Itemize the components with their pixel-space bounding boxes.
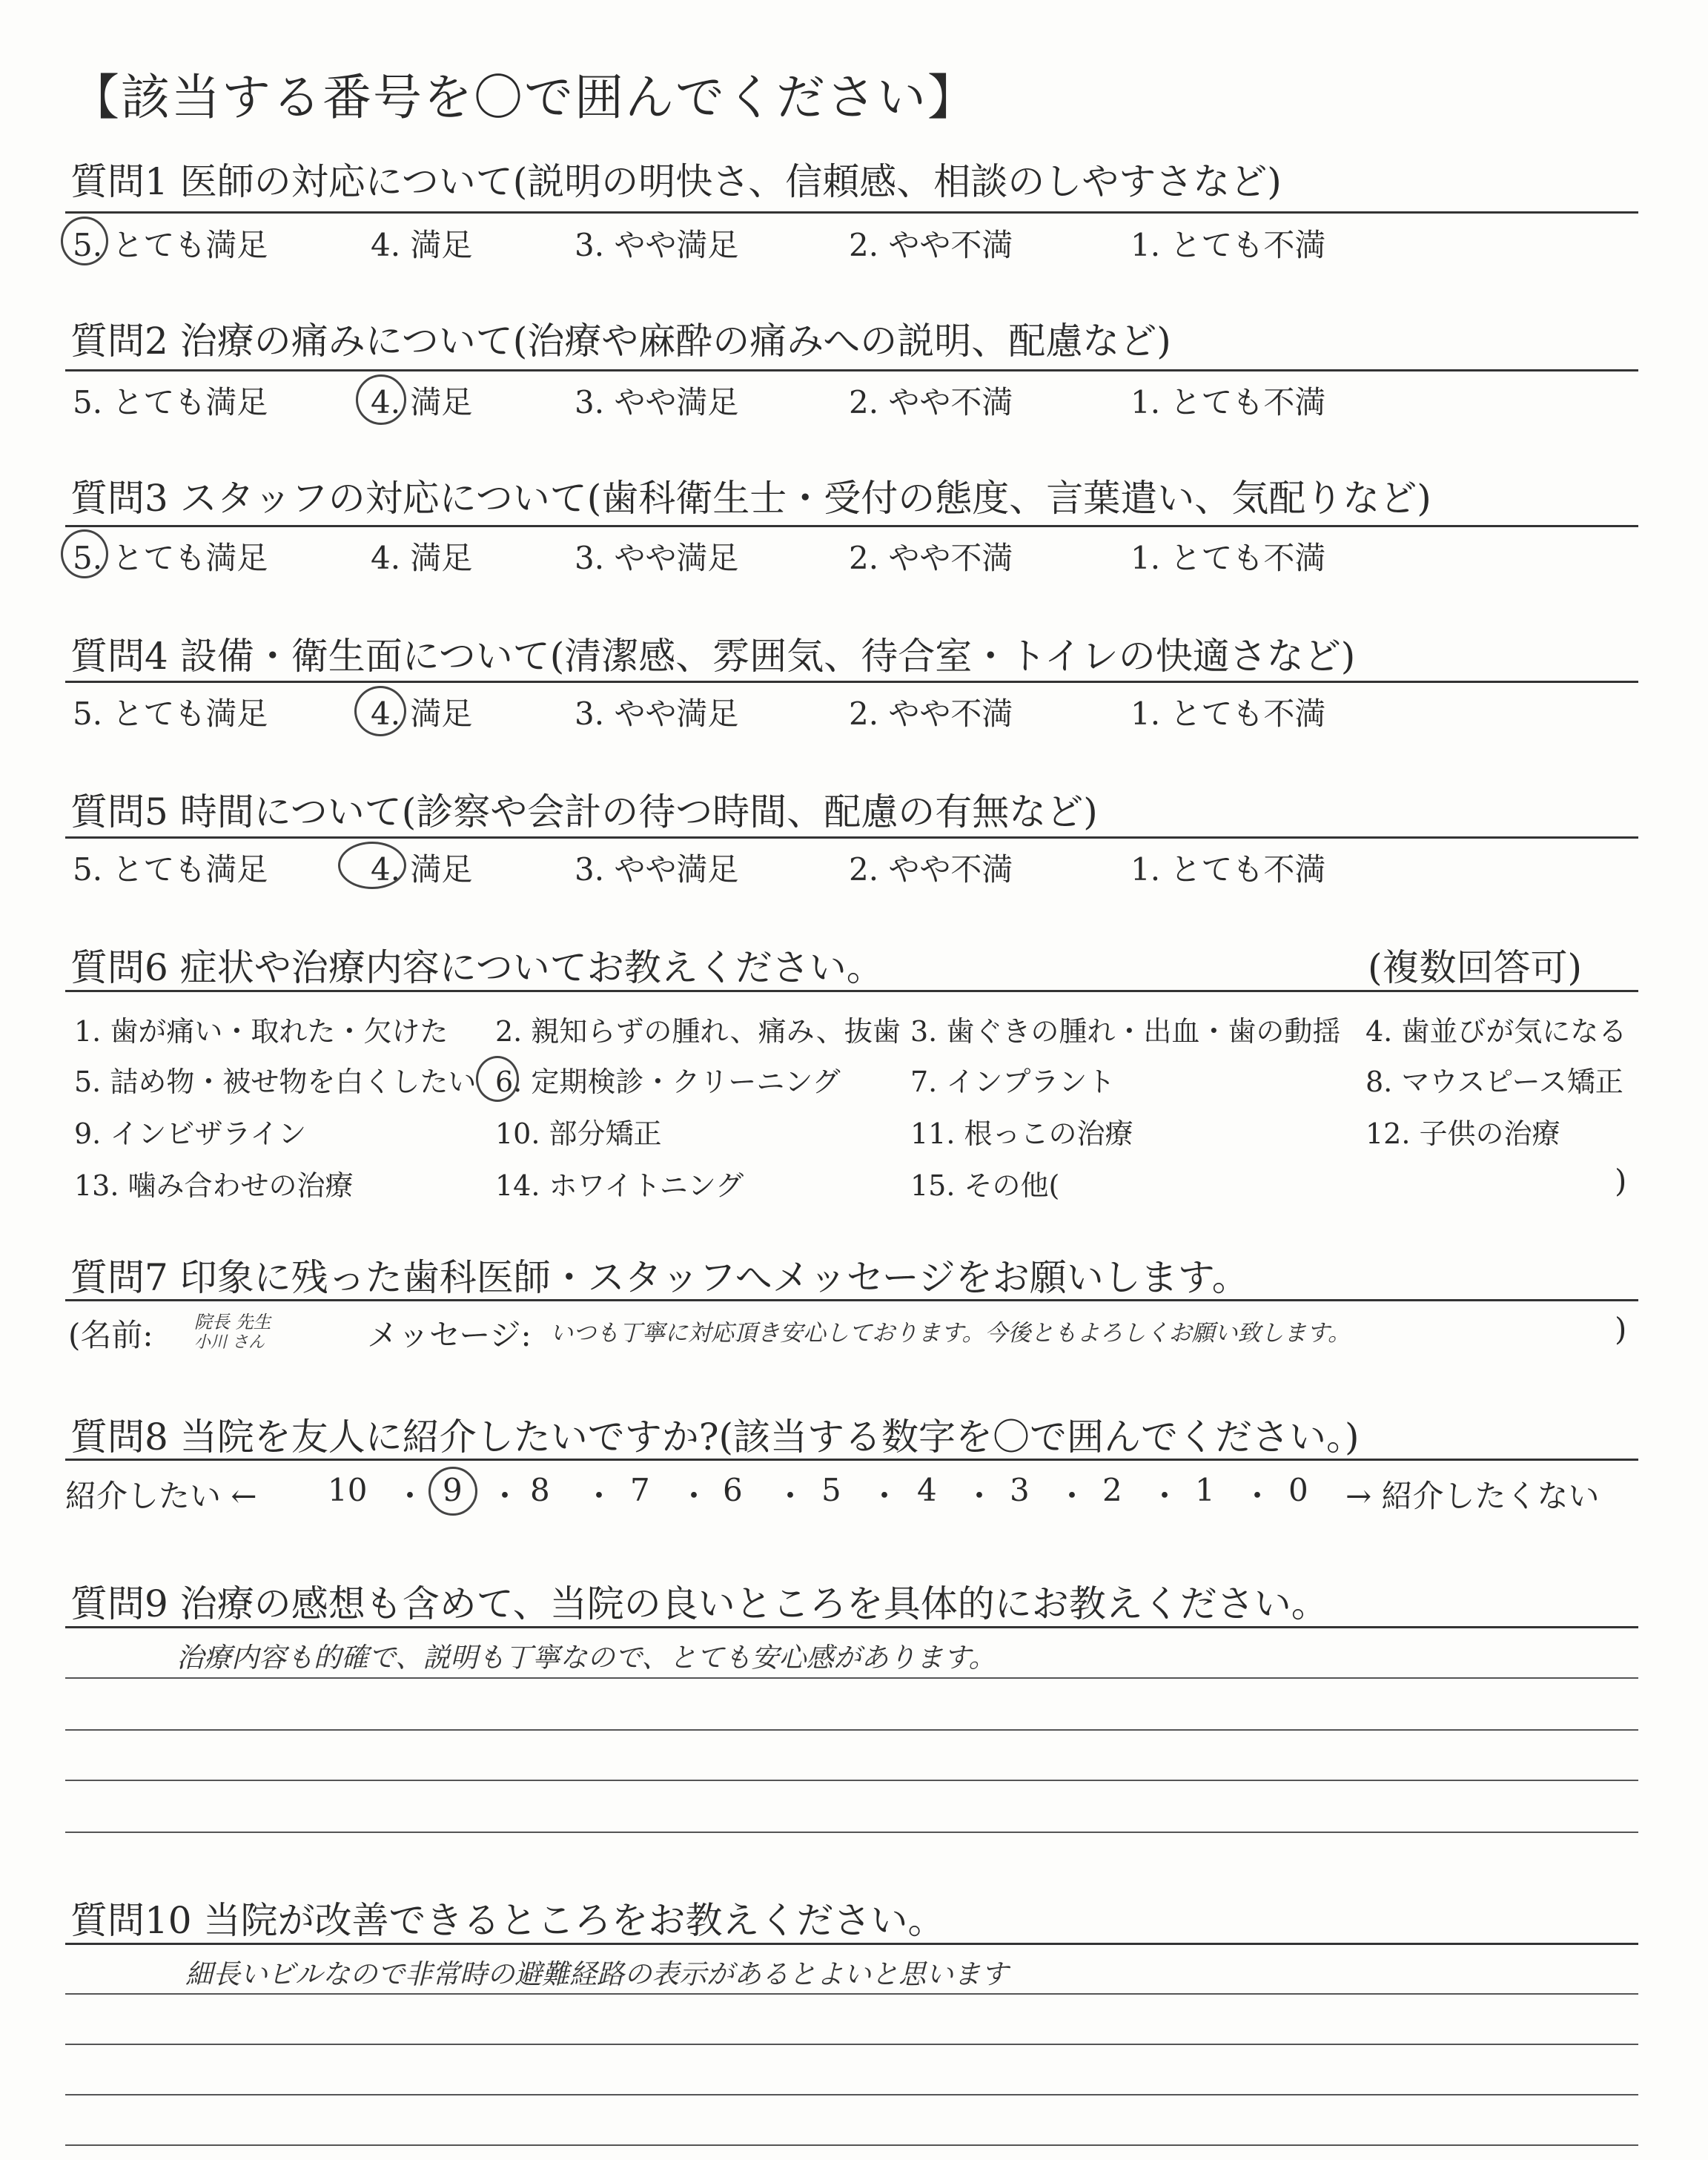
q8-scale-1[interactable]: 1: [1195, 1472, 1215, 1508]
q10-answer-line: [65, 2094, 1638, 2095]
q8-scale-6[interactable]: 6: [723, 1472, 743, 1508]
q1-option-1[interactable]: 1. とても不満: [1131, 227, 1326, 263]
q5-option-2[interactable]: 2. やや不満: [849, 851, 1013, 888]
q9-answer-line: [65, 1832, 1638, 1833]
q10-answer[interactable]: 細長いビルなので非常時の避難経路の表示があるとよいと思います: [185, 1958, 1008, 1990]
q5-label: 質問5 時間について(診察や会計の待つ時間、配慮の有無など): [70, 790, 1098, 833]
q1-rule: [65, 211, 1638, 214]
q2-option-4[interactable]: 4. 満足: [371, 384, 473, 420]
q8-dot: ・: [869, 1478, 901, 1514]
q5-rule: [65, 836, 1638, 839]
q3-label: 質問3 スタッフの対応について(歯科衛生士・受付の態度、言葉遣い、気配りなど): [70, 477, 1431, 520]
q2-option-3[interactable]: 3. やや満足: [575, 384, 739, 420]
q8-scale-8[interactable]: 8: [530, 1472, 550, 1508]
q6-option-1[interactable]: 1. 歯が痛い・取れた・欠けた: [74, 1015, 448, 1048]
q3-option-3[interactable]: 3. やや満足: [575, 540, 739, 576]
q3-option-2[interactable]: 2. やや不満: [849, 540, 1013, 576]
q1-selection-circle: [61, 217, 108, 265]
q8-dot: ・: [775, 1478, 807, 1514]
q6-option-11[interactable]: 11. 根っこの治療: [910, 1117, 1133, 1150]
q2-option-5[interactable]: 5. とても満足: [73, 384, 268, 420]
q5-option-1[interactable]: 1. とても不満: [1131, 851, 1326, 888]
q6-option-12[interactable]: 12. 子供の治療: [1366, 1117, 1560, 1150]
q3-option-5[interactable]: 5. とても満足: [73, 540, 268, 576]
q7-rule: [65, 1299, 1638, 1301]
q2-selection-circle: [356, 374, 406, 425]
q6-option-9[interactable]: 9. インビザライン: [74, 1117, 307, 1150]
q8-scale-5[interactable]: 5: [821, 1472, 841, 1508]
q8-selection-circle: [428, 1467, 477, 1516]
q8-scale-9[interactable]: 9: [443, 1472, 463, 1508]
q9-answer-line: [65, 1677, 1638, 1679]
q8-scale-3[interactable]: 3: [1010, 1472, 1030, 1508]
q8-dot: ・: [1149, 1478, 1181, 1514]
q6-option-8[interactable]: 8. マウスピース矯正: [1366, 1066, 1623, 1098]
q4-selection-circle: [354, 686, 406, 736]
q1-option-4[interactable]: 4. 満足: [371, 227, 473, 263]
form-title: 【該当する番号を〇で囲んでください】: [70, 69, 978, 126]
q8-scale-10[interactable]: 10: [328, 1472, 368, 1508]
q2-rule: [65, 369, 1638, 371]
q5-selection-circle: [338, 842, 406, 889]
q4-label: 質問4 設備・衛生面について(清潔感、雰囲気、待合室・トイレの快適さなど): [70, 635, 1356, 678]
q8-label: 質問8 当院を友人に紹介したいですか?(該当する数字を〇で囲んでください。): [70, 1416, 1360, 1459]
q8-dot: ・: [964, 1478, 996, 1514]
q6-other-close-paren: ): [1615, 1163, 1627, 1199]
q9-answer-line: [65, 1729, 1638, 1731]
q6-option-3[interactable]: 3. 歯ぐきの腫れ・出血・歯の動揺: [910, 1015, 1341, 1048]
q7-message-label: メッセージ:: [367, 1317, 532, 1353]
q6-option-6[interactable]: 6. 定期検診・クリーニング: [495, 1066, 841, 1098]
q7-name-line1: 院長 先生: [194, 1312, 271, 1332]
q1-label: 質問1 医師の対応について(説明の明快さ、信頼感、相談のしやすさなど): [70, 160, 1282, 203]
q8-rule: [65, 1459, 1638, 1461]
q3-option-1[interactable]: 1. とても不満: [1131, 540, 1326, 576]
q6-option-10[interactable]: 10. 部分矯正: [495, 1117, 662, 1150]
q6-selection-circle: [476, 1056, 519, 1102]
q7-label: 質問7 印象に残った歯科医師・スタッフへメッセージをお願いします。: [70, 1256, 1249, 1299]
q4-option-2[interactable]: 2. やや不満: [849, 696, 1013, 732]
q6-option-4[interactable]: 4. 歯並びが気になる: [1366, 1015, 1627, 1048]
q8-scale-7[interactable]: 7: [630, 1472, 650, 1508]
q8-dot: ・: [678, 1478, 710, 1514]
q10-answer-line: [65, 2044, 1638, 2045]
q4-option-5[interactable]: 5. とても満足: [73, 696, 268, 732]
q5-option-3[interactable]: 3. やや満足: [575, 851, 739, 888]
q1-option-5[interactable]: 5. とても満足: [73, 227, 268, 263]
q5-option-4[interactable]: 4. 満足: [371, 851, 473, 888]
q8-scale-0[interactable]: 0: [1288, 1472, 1308, 1508]
q9-rule: [65, 1626, 1638, 1628]
q7-message[interactable]: いつも丁寧に対応頂き安心しております。今後ともよろしくお願い致します。: [550, 1320, 1351, 1347]
q6-rule: [65, 990, 1638, 992]
q6-option-2[interactable]: 2. 親知らずの腫れ、痛み、抜歯: [495, 1015, 901, 1048]
q6-option-14[interactable]: 14. ホワイトニング: [495, 1169, 744, 1202]
q10-label: 質問10 当院が改善できるところをお教えください。: [70, 1899, 945, 1942]
q4-option-4[interactable]: 4. 満足: [371, 696, 473, 732]
q8-dot: ・: [583, 1478, 615, 1514]
q8-dot: ・: [1056, 1478, 1088, 1514]
q3-selection-circle: [61, 529, 108, 578]
q10-rule: [65, 1943, 1638, 1945]
q8-right-label: → 紹介したくない: [1345, 1478, 1600, 1514]
q6-option-5[interactable]: 5. 詰め物・被せ物を白くしたい: [74, 1066, 477, 1098]
q8-dot: ・: [489, 1478, 521, 1514]
q5-option-5[interactable]: 5. とても満足: [73, 851, 268, 888]
q4-option-3[interactable]: 3. やや満足: [575, 696, 739, 732]
q9-answer[interactable]: 治療内容も的確で、説明も丁寧なので、とても安心感があります。: [176, 1642, 996, 1674]
q6-option-7[interactable]: 7. インプラント: [910, 1066, 1116, 1098]
q4-rule: [65, 681, 1638, 683]
q2-option-1[interactable]: 1. とても不満: [1131, 384, 1326, 420]
q8-scale-2[interactable]: 2: [1102, 1472, 1122, 1508]
q1-option-2[interactable]: 2. やや不満: [849, 227, 1013, 263]
q2-option-2[interactable]: 2. やや不満: [849, 384, 1013, 420]
q6-note: (複数回答可): [1368, 946, 1583, 989]
q4-option-1[interactable]: 1. とても不満: [1131, 696, 1326, 732]
q3-option-4[interactable]: 4. 満足: [371, 540, 473, 576]
q9-answer-line: [65, 1780, 1638, 1781]
q9-label: 質問9 治療の感想も含めて、当院の良いところを具体的にお教えください。: [70, 1582, 1328, 1625]
q8-dot: ・: [1242, 1478, 1274, 1514]
q10-answer-line: [65, 2144, 1638, 2146]
q7-name-line2: 小川 さん: [194, 1333, 265, 1352]
q6-option-15[interactable]: 15. その他(: [910, 1169, 1060, 1202]
q1-option-3[interactable]: 3. やや満足: [575, 227, 739, 263]
q8-left-label: 紹介したい ←: [65, 1478, 257, 1514]
q10-answer-line: [65, 1993, 1638, 1995]
q8-scale-4[interactable]: 4: [917, 1472, 937, 1508]
q7-name-label: (名前:: [68, 1317, 153, 1353]
q2-label: 質問2 治療の痛みについて(治療や麻酔の痛みへの説明、配慮など): [70, 320, 1171, 363]
q6-option-13[interactable]: 13. 噛み合わせの治療: [74, 1169, 354, 1202]
q8-dot: ・: [394, 1478, 426, 1514]
q3-rule: [65, 525, 1638, 527]
q7-close-paren: ): [1615, 1311, 1627, 1347]
q6-label: 質問6 症状や治療内容についてお教えください。: [70, 946, 884, 989]
